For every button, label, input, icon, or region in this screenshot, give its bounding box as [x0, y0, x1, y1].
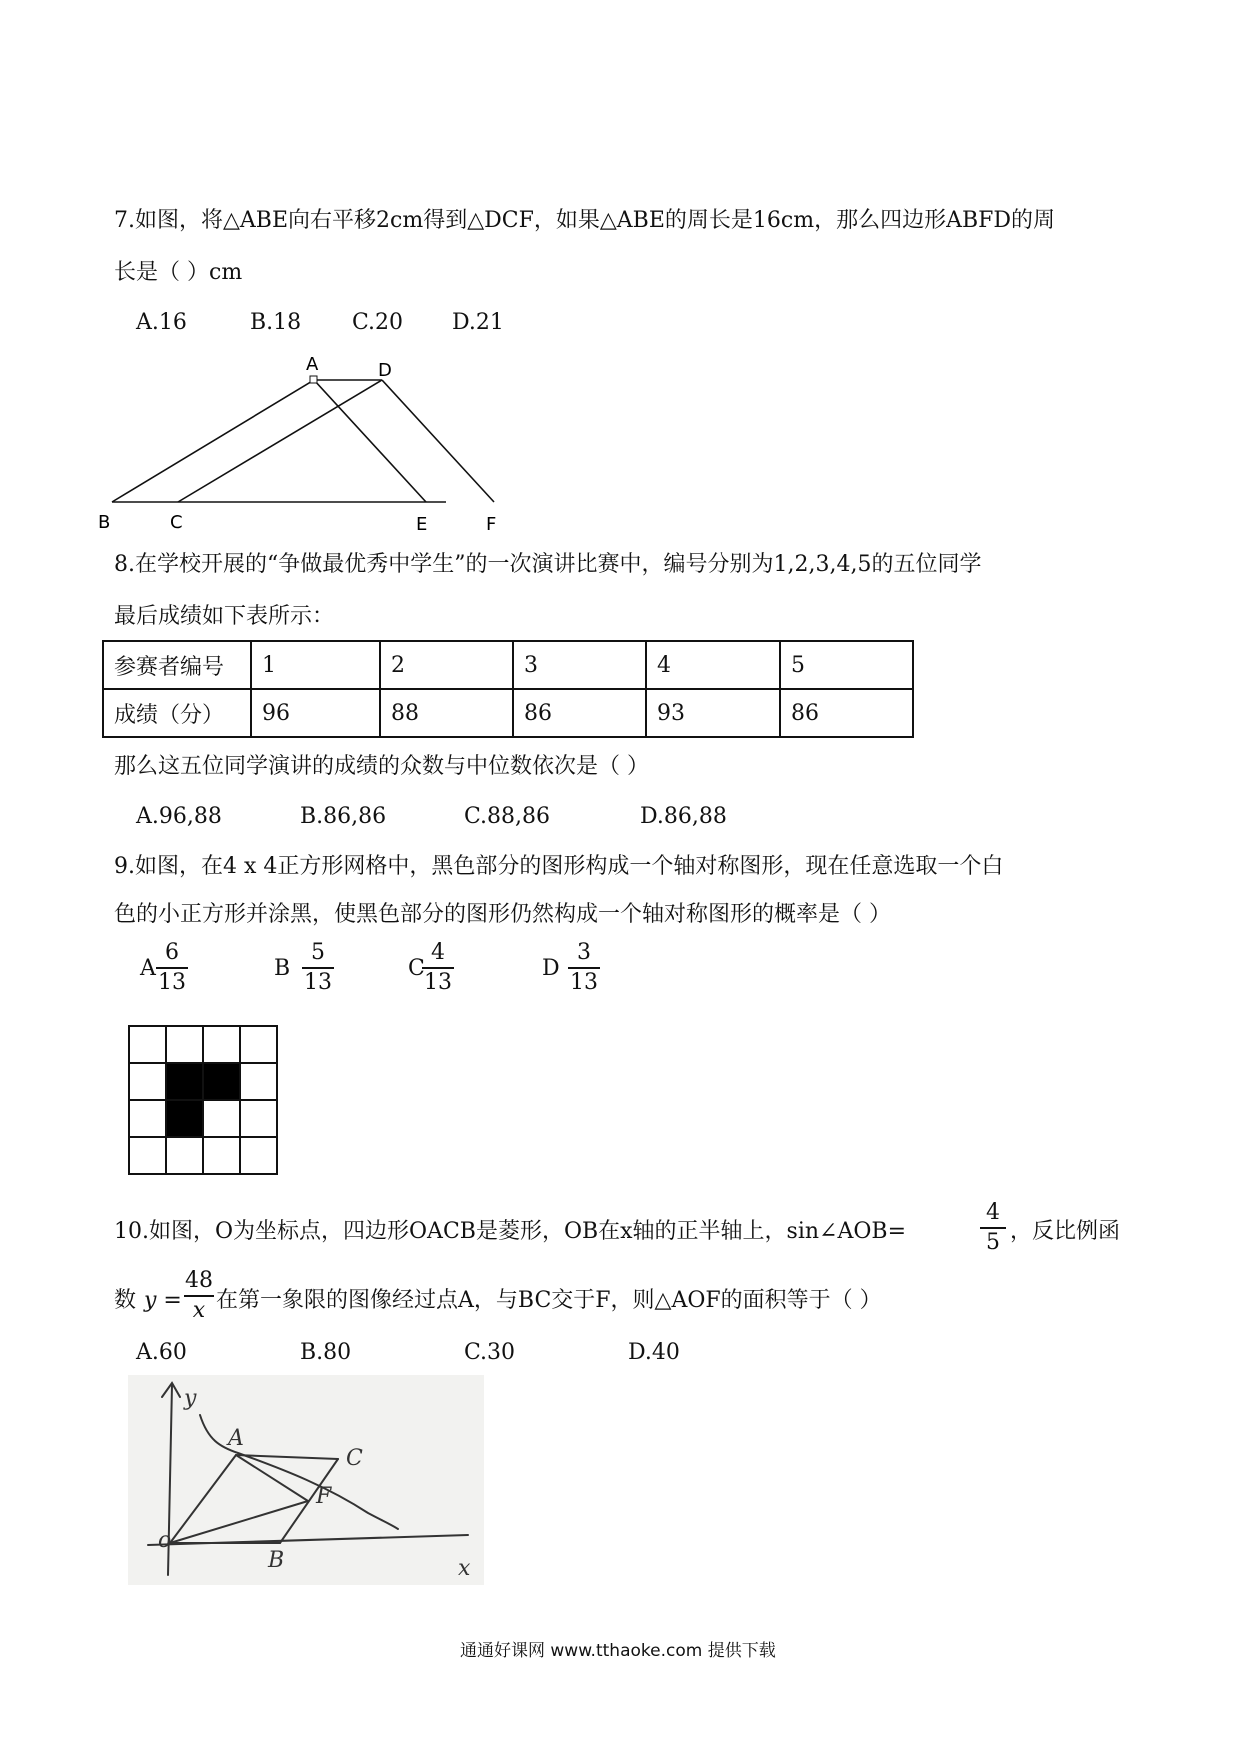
q9-option-d-letter: D: [542, 956, 560, 981]
fraction-numerator: 4: [431, 940, 445, 965]
q7-label-c: C: [170, 512, 183, 533]
q9-option-b-letter: B: [274, 956, 291, 981]
q9-option-b-fraction: [302, 940, 334, 996]
table-cell: 2: [380, 641, 513, 689]
fraction-denominator: 13: [158, 970, 186, 995]
q10-option-b: B.80: [300, 1340, 352, 1365]
q10-rhombus-figure: [128, 1375, 484, 1585]
q7-text-line2: 长是（ ）cm: [114, 260, 243, 285]
q8-text-line2: 最后成绩如下表所示：: [114, 604, 335, 629]
grid-cell-white: [166, 1026, 203, 1063]
fraction-denominator: 5: [986, 1230, 1000, 1255]
grid-cell-white: [129, 1137, 166, 1174]
grid-cell-white: [240, 1063, 277, 1100]
q9-grid-figure: [126, 1023, 282, 1179]
q10-label-x: x: [458, 1556, 471, 1581]
grid-cell-white: [166, 1137, 203, 1174]
q10-text-line2-a: 数: [114, 1288, 137, 1313]
grid-cell-black: [203, 1063, 240, 1100]
q10-sin-fraction: [980, 1200, 1006, 1256]
grid-cell-white: [129, 1100, 166, 1137]
q7-triangle-figure: [90, 350, 530, 540]
grid-cell-white: [129, 1063, 166, 1100]
q10-text-line1-b: ，反比例函: [1010, 1219, 1121, 1244]
table-header-cell: 参赛者编号: [103, 641, 251, 689]
q7-option-c: C.20: [352, 310, 404, 335]
q10-label-b: B: [268, 1548, 285, 1573]
table-row: [103, 641, 913, 689]
fraction-denominator: x: [192, 1298, 206, 1323]
grid-cell-white: [203, 1100, 240, 1137]
q9-text-line2: 色的小正方形并涂黑，使黑色部分的图形仍然构成一个轴对称图形的概率是（ ）: [114, 902, 891, 927]
q10-label-y: y: [184, 1386, 197, 1411]
q10-label-o: o: [158, 1528, 172, 1553]
table-cell: 1: [251, 641, 380, 689]
q8-question: 那么这五位同学演讲的成绩的众数与中位数依次是（ ）: [114, 754, 649, 779]
table-cell: 88: [380, 689, 513, 737]
q9-option-a-fraction: [156, 940, 188, 996]
q10-text-line2-b: 在第一象限的图像经过点A，与BC交于F，则△AOF的面积等于（ ）: [216, 1288, 882, 1313]
grid-cell-white: [129, 1026, 166, 1063]
q10-label-f: F: [316, 1484, 332, 1509]
fraction-numerator: 6: [165, 940, 179, 965]
grid-cell-white: [203, 1026, 240, 1063]
grid-cell-white: [240, 1026, 277, 1063]
q10-function-lhs: y =: [144, 1288, 182, 1313]
table-row: [103, 689, 913, 737]
q10-option-d: D.40: [628, 1340, 680, 1365]
grid-cell-black: [166, 1063, 203, 1100]
q7-label-b: B: [98, 512, 111, 533]
q9-option-c-letter: C: [408, 956, 425, 981]
q7-label-e: E: [416, 514, 428, 535]
q8-option-a: A.96,88: [136, 804, 222, 829]
grid-cell-white: [240, 1100, 277, 1137]
q7-option-b: B.18: [250, 310, 302, 335]
table-cell: 96: [251, 689, 380, 737]
fraction-denominator: 13: [424, 970, 452, 995]
fraction-numerator: 4: [986, 1200, 1000, 1225]
table-cell: 4: [646, 641, 780, 689]
grid-cell-white: [203, 1137, 240, 1174]
table-cell: 93: [646, 689, 780, 737]
fraction-denominator: 13: [304, 970, 332, 995]
q9-option-d-fraction: [568, 940, 600, 996]
q8-score-table: [102, 640, 914, 738]
q10-option-c: C.30: [464, 1340, 516, 1365]
q7-label-d: D: [378, 360, 392, 381]
fraction-denominator: 13: [570, 970, 598, 995]
q7-option-d: D.21: [452, 310, 504, 335]
table-cell: 86: [513, 689, 646, 737]
fraction-numerator: 5: [311, 940, 325, 965]
q8-option-d: D.86,88: [640, 804, 727, 829]
q10-function-fraction: [184, 1268, 214, 1324]
fraction-numerator: 3: [577, 940, 591, 965]
q8-option-c: C.88,86: [464, 804, 551, 829]
table-cell: 86: [780, 689, 913, 737]
q8-text-line1: 8.在学校开展的“争做最优秀中学生”的一次演讲比赛中，编号分别为1,2,3,4,5的五位同学: [114, 552, 982, 577]
grid-cell-white: [240, 1137, 277, 1174]
q9-option-a-letter: A: [140, 956, 156, 981]
table-cell: 5: [780, 641, 913, 689]
page-footer: 通通好课网 www.tthaoke.com 提供下载: [460, 1641, 776, 1661]
q10-text-line1-a: 10.如图，O为坐标点，四边形OACB是菱形，OB在x轴的正半轴上，sin∠AOB=: [114, 1219, 907, 1244]
q9-option-c-fraction: [422, 940, 454, 996]
q7-label-a: A: [306, 354, 319, 375]
fraction-numerator: 48: [185, 1268, 213, 1293]
table-header-cell: 成绩（分）: [103, 689, 251, 737]
q7-label-f: F: [486, 514, 497, 535]
table-cell: 3: [513, 641, 646, 689]
q10-label-c: C: [346, 1446, 363, 1471]
grid-cell-black: [166, 1100, 203, 1137]
q10-option-a: A.60: [136, 1340, 187, 1365]
q10-label-a: A: [228, 1426, 244, 1451]
q8-option-b: B.86,86: [300, 804, 387, 829]
q9-text-line1: 9.如图，在4 x 4正方形网格中，黑色部分的图形构成一个轴对称图形，现在任意选取一个白: [114, 854, 1004, 879]
q7-option-a: A.16: [136, 310, 187, 335]
q7-text-line1: 7.如图，将△ABE向右平移2cm得到△DCF，如果△ABE的周长是16cm，那么四边形ABFD的周: [114, 208, 1056, 233]
